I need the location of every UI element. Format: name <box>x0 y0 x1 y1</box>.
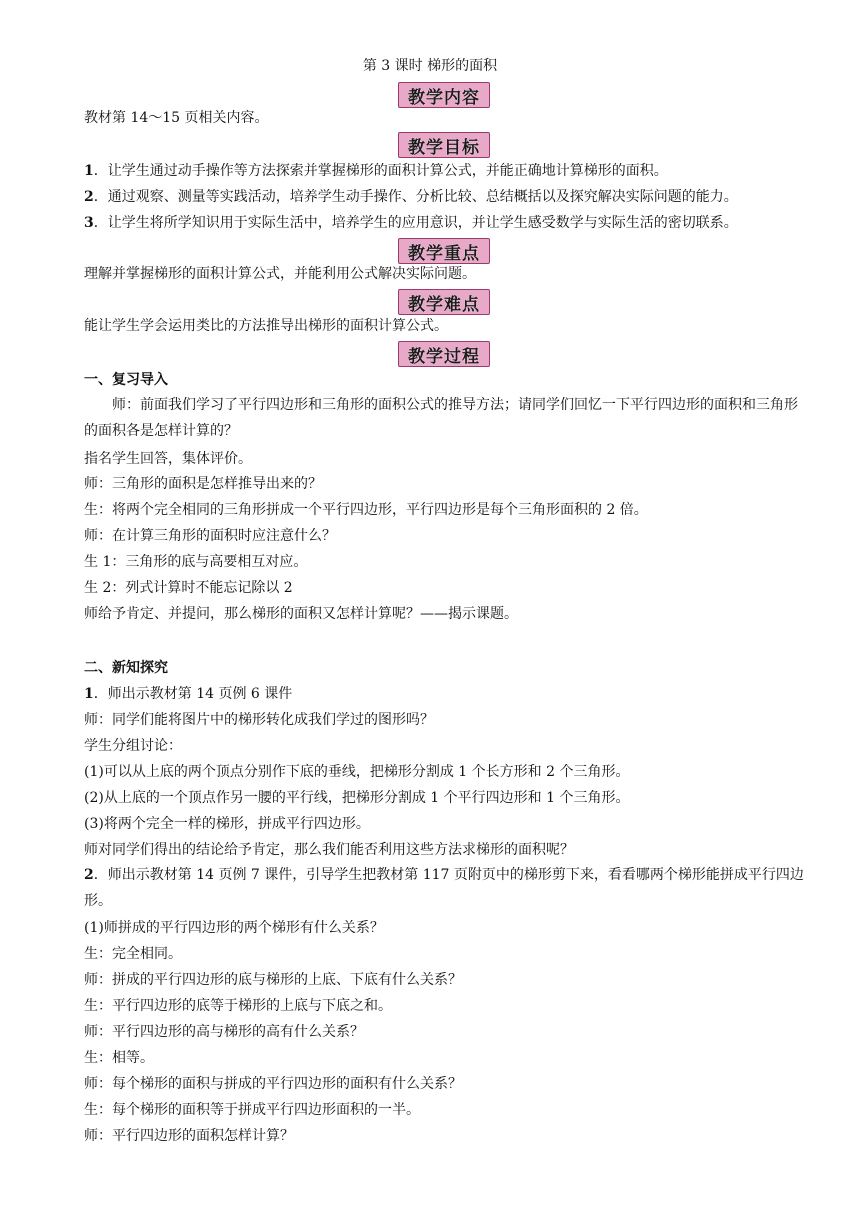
paragraph: 师：拼成的平行四边形的底与梯形的上底、下底有什么关系？ <box>84 972 462 988</box>
paragraph: 师：三角形的面积是怎样推导出来的？ <box>84 476 322 492</box>
section-heading-review: 一、复习导入 <box>84 372 168 388</box>
paragraph: 生：每个梯形的面积等于拼成平行四边形面积的一半。 <box>84 1102 420 1118</box>
paragraph: (1)可以从上底的两个顶点分别作下底的垂线，把梯形分割成 1 个长方形和 2 个三角形。 <box>84 764 630 780</box>
section-heading-explore: 二、新知探究 <box>84 660 168 676</box>
badge-teaching-difficulty: 教学难点 <box>398 289 490 315</box>
paragraph: 指名学生回答，集体评价。 <box>84 451 252 467</box>
difficult-text: 能让学生学会运用类比的方法推导出梯形的面积计算公式。 <box>84 318 448 334</box>
paragraph: (3)将两个完全一样的梯形，拼成平行四边形。 <box>84 816 370 832</box>
badge-teaching-goals: 教学目标 <box>398 132 490 158</box>
goal-item: 2．通过观察、测量等实践活动，培养学生动手操作、分析比较、总结概括以及探究解决实际问题的能力。 <box>84 189 738 205</box>
paragraph: 师：同学们能将图片中的梯形转化成我们学过的图形吗？ <box>84 712 434 728</box>
badge-teaching-content: 教学内容 <box>398 82 490 108</box>
content-text: 教材第 14～15 页相关内容。 <box>84 110 269 126</box>
paragraph: 学生分组讨论： <box>84 738 182 754</box>
paragraph: 生：平行四边形的底等于梯形的上底与下底之和。 <box>84 998 392 1014</box>
lesson-title: 第 3 课时 梯形的面积 <box>362 58 498 74</box>
badge-teaching-key: 教学重点 <box>398 238 490 264</box>
paragraph: 生：相等。 <box>84 1050 154 1066</box>
paragraph: 师：前面我们学习了平行四边形和三角形的面积公式的推导方法；请同学们回忆一下平行四边形的面积和三角形的面积各是怎样计算的？ <box>84 397 798 439</box>
paragraph: 师：平行四边形的面积怎样计算？ <box>84 1128 294 1144</box>
paragraph: 师：每个梯形的面积与拼成的平行四边形的面积有什么关系？ <box>84 1076 462 1092</box>
paragraph: 生：将两个完全相同的三角形拼成一个平行四边形，平行四边形是每个三角形面积的 2 倍。 <box>84 502 648 518</box>
paragraph: 师：平行四边形的高与梯形的高有什么关系？ <box>84 1024 364 1040</box>
paragraph: 生 2：列式计算时不能忘记除以 2 <box>84 580 293 596</box>
goal-item: 1．让学生通过动手操作等方法探索并掌握梯形的面积计算公式，并能正确地计算梯形的面积。 <box>84 163 668 179</box>
paragraph: 师给予肯定、并提问，那么梯形的面积又怎样计算呢？——揭示课题。 <box>84 606 518 622</box>
goal-item: 3．让学生将所学知识用于实际生活中，培养学生的应用意识，并让学生感受数学与实际生活的密切联系。 <box>84 215 738 231</box>
paragraph: 师对同学们得出的结论给予肯定，那么我们能否利用这些方法求梯形的面积呢？ <box>84 842 574 858</box>
badge-teaching-process: 教学过程 <box>398 341 490 367</box>
key-text: 理解并掌握梯形的面积计算公式，并能利用公式解决实际问题。 <box>84 266 476 282</box>
paragraph: (1)师拼成的平行四边形的两个梯形有什么关系？ <box>84 920 384 936</box>
paragraph: 生 1：三角形的底与高要相互对应。 <box>84 554 308 570</box>
paragraph: 师：在计算三角形的面积时应注意什么？ <box>84 528 336 544</box>
paragraph: 生：完全相同。 <box>84 946 182 962</box>
list-item: 2．师出示教材第 14 页例 7 课件，引导学生把教材第 117 页附页中的梯形剪下来，看看哪两个梯形能拼成平行四边形。 <box>84 867 804 909</box>
list-item: 1．师出示教材第 14 页例 6 课件 <box>84 686 293 702</box>
paragraph: (2)从上底的一个顶点作另一腰的平行线，把梯形分割成 1 个平行四边形和 1 个三角形。 <box>84 790 630 806</box>
